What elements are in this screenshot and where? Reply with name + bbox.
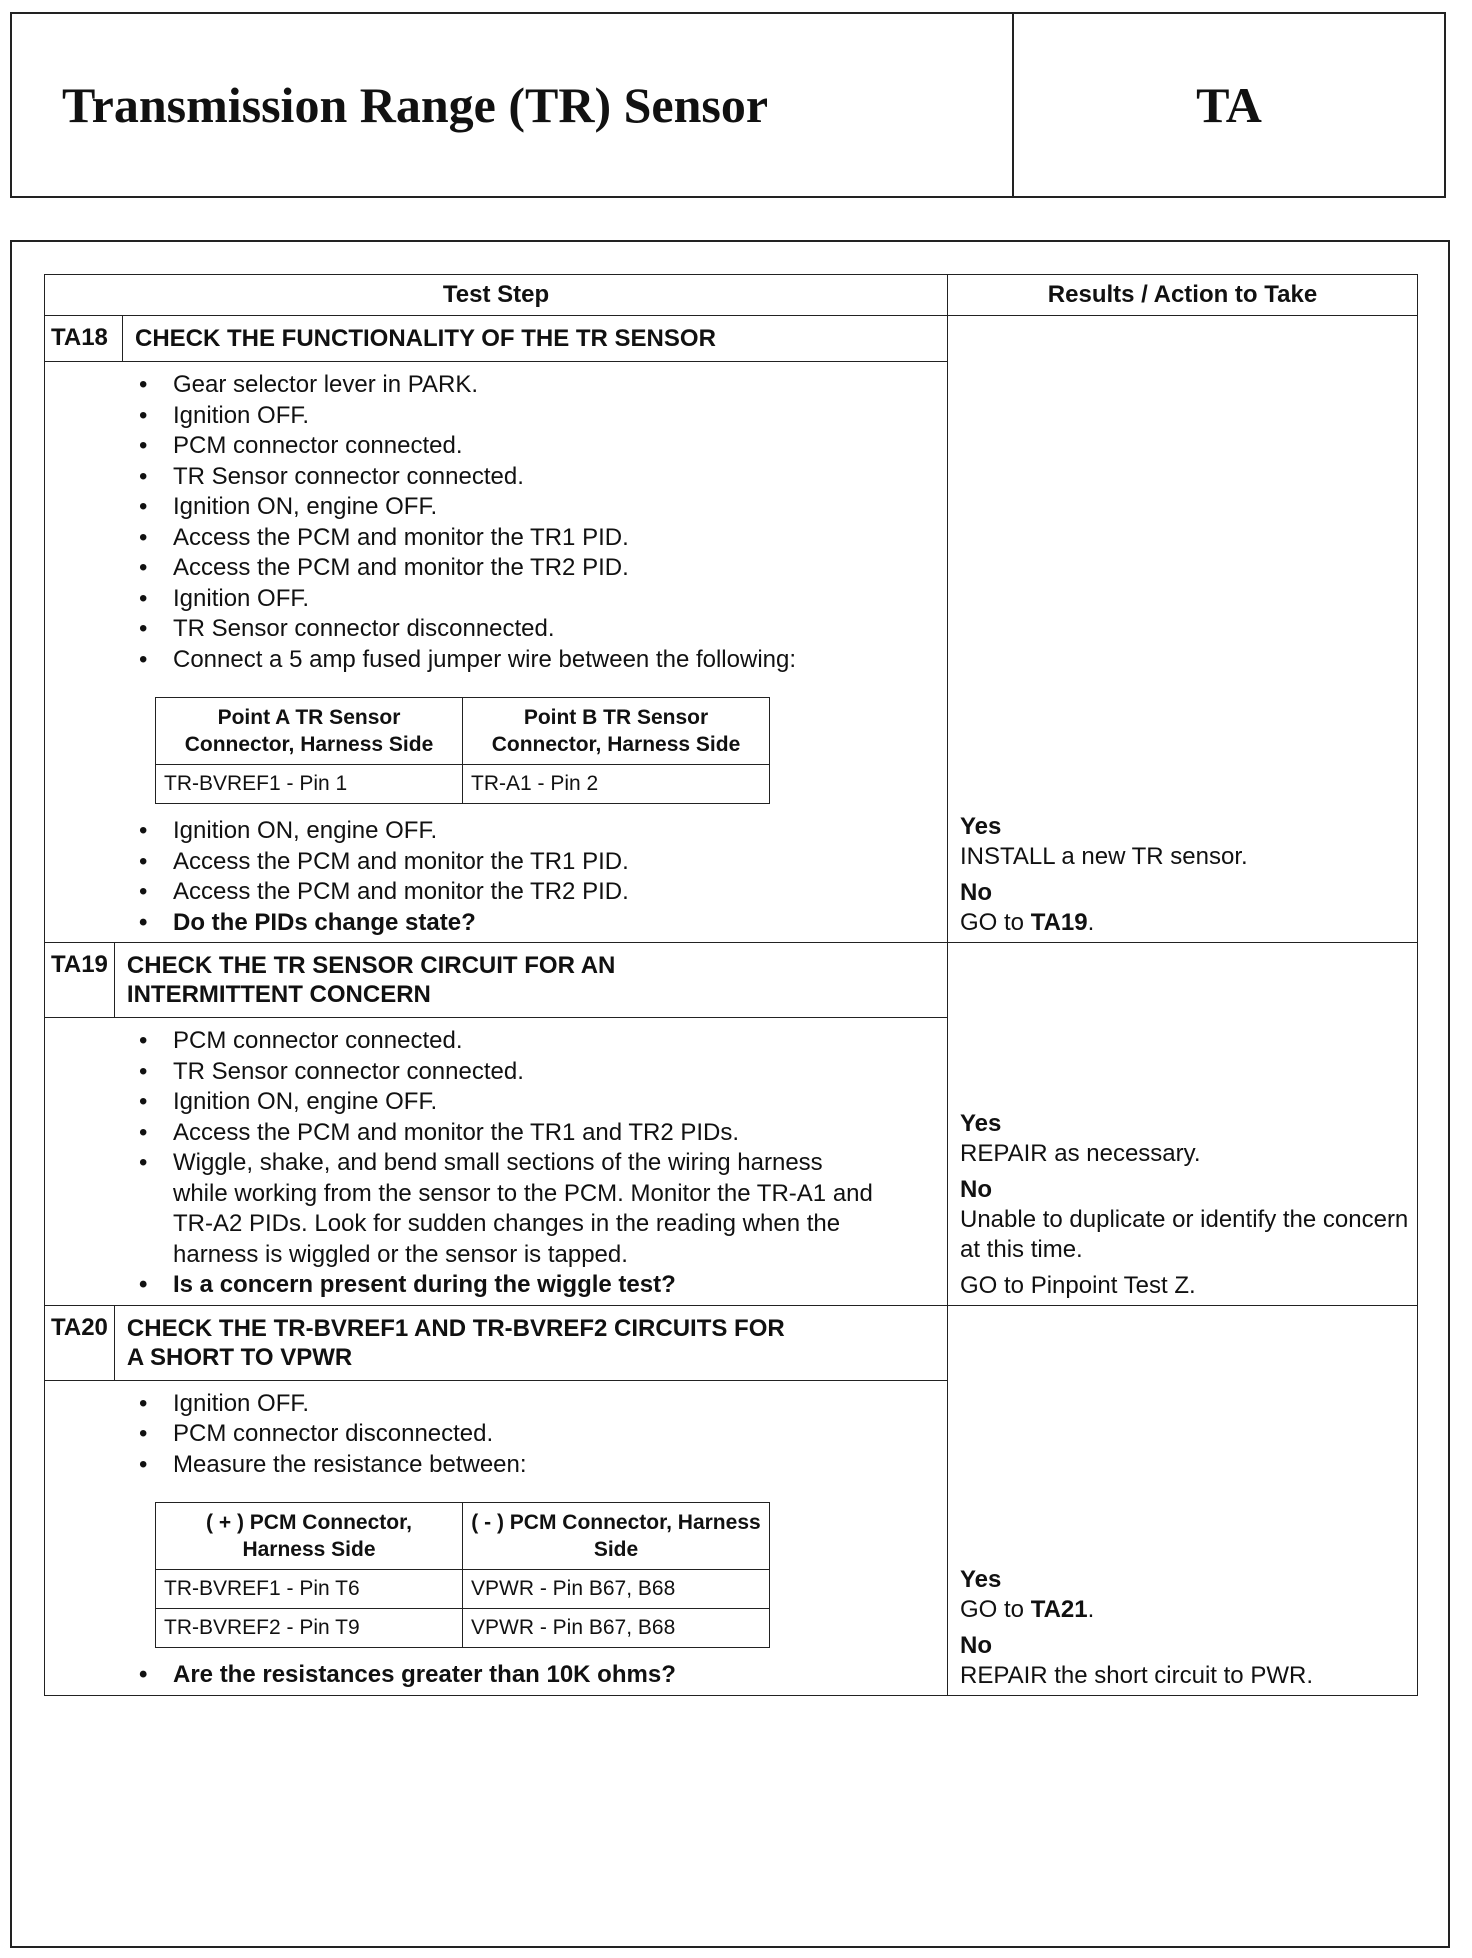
table-header-cell: ( + ) PCM Connector, Harness Side [156,1503,463,1570]
step-header [45,1306,947,1381]
instruction-item: • Wiggle, shake, and bend small sections of the wiring harness while working from the sensor to the PCM. Monitor the TR-A1 and TR-A2 PIDs. Look for sudden changes in the reading when the harness is wiggled or the sensor is tapped. [135,1148,937,1270]
step-reference: TA19 [1030,909,1088,936]
instruction-item: • Ignition OFF. [135,1389,937,1420]
step-title: CHECK THE FUNCTIONALITY OF THE TR SENSOR [135,325,716,352]
step-row-ta18 [45,316,1418,943]
table-header-cell: Point B TR Sensor Connector, Harness Side [463,698,770,765]
results-cell [948,943,1418,1306]
section-code: TA [1196,77,1262,133]
test-step-column-header: Test Step [45,275,948,316]
table-cell: TR-BVREF1 - Pin 1 [156,765,463,804]
step-cell [45,1305,948,1695]
instruction-item: • Measure the resistance between: [135,1450,937,1481]
step-body [45,1381,947,1695]
step-body [45,1018,947,1305]
instruction-item: • PCM connector connected. [135,1026,937,1057]
step-question: • Are the resistances greater than 10K ohms? [135,1660,937,1691]
instruction-item: • Connect a 5 amp fused jumper wire between the following: [135,645,937,676]
table-header-row [45,275,1418,316]
step-instructions-after [135,816,937,938]
step-code: TA18 [45,316,123,361]
step-code: TA20 [45,1306,115,1380]
yes-label: Yes [960,1109,1002,1137]
instruction-item: • Ignition OFF. [135,584,937,615]
instruction-item: • TR Sensor connector connected. [135,462,937,493]
no-action: Unable to duplicate or identify the concern at this time. [960,1205,1409,1263]
page-header [10,12,1446,198]
step-cell [45,943,948,1306]
test-step-table [44,274,1418,1696]
yes-action: REPAIR as necessary. [960,1139,1201,1167]
step-row-ta19 [45,943,1418,1306]
resistance-table [155,1502,770,1648]
results-block [960,1565,1409,1691]
instruction-item: • Access the PCM and monitor the TR2 PID. [135,553,937,584]
step-instructions [135,1389,937,1481]
step-title: CHECK THE TR SENSOR CIRCUIT FOR AN INTERMITTENT CONCERN [126,952,616,1008]
results-column-header: Results / Action to Take [948,275,1418,316]
jumper-table [155,697,770,804]
instruction-item: • Ignition ON, engine OFF. [135,1087,937,1118]
instruction-item: • Gear selector lever in PARK. [135,370,937,401]
instruction-item: • Ignition ON, engine OFF. [135,816,937,847]
table-header-cell: Point A TR Sensor Connector, Harness Side [156,698,463,765]
yes-label: Yes [960,813,1002,840]
no-label: No [960,1175,992,1203]
step-code: TA19 [45,943,115,1017]
step-reference: TA21 [1030,1595,1088,1623]
table-header-cell: ( - ) PCM Connector, Harness Side [463,1503,770,1570]
table-row [156,1570,770,1609]
no-label: No [960,1631,992,1659]
table-cell: TR-A1 - Pin 2 [463,765,770,804]
instruction-item: • Access the PCM and monitor the TR2 PID. [135,877,937,908]
step-row-ta20 [45,1305,1418,1695]
instruction-item: • PCM connector connected. [135,431,937,462]
instruction-item: • TR Sensor connector connected. [135,1057,937,1088]
instruction-item: • Ignition OFF. [135,401,937,432]
step-instructions [135,370,937,675]
no-label: No [960,879,992,906]
step-cell [45,316,948,943]
instruction-item: • Access the PCM and monitor the TR1 PID. [135,847,937,878]
table-row [156,1609,770,1648]
table-row [156,765,770,804]
results-cell [948,316,1418,943]
results-block [960,1109,1409,1301]
step-header [45,316,947,362]
instruction-item: • Access the PCM and monitor the TR1 and TR2 PIDs. [135,1118,937,1149]
table-cell: TR-BVREF2 - Pin T9 [156,1609,463,1648]
step-header [45,943,947,1018]
step-instructions [135,1026,937,1301]
step-question: • Do the PIDs change state? [135,908,937,939]
step-question-list [135,1660,937,1691]
no-action-goto: GO to Pinpoint Test Z. [960,1271,1196,1299]
instruction-item: • TR Sensor connector disconnected. [135,614,937,645]
page-title: Transmission Range (TR) Sensor [12,14,1014,196]
step-body [45,362,947,942]
instruction-item: • PCM connector disconnected. [135,1419,937,1450]
table-cell: VPWR - Pin B67, B68 [463,1609,770,1648]
no-action: GO to TA19. [960,909,1095,936]
instruction-item: • Ignition ON, engine OFF. [135,492,937,523]
instruction-item: • Access the PCM and monitor the TR1 PID. [135,523,937,554]
results-block [960,812,1409,938]
yes-action: GO to TA21. [960,1595,1095,1623]
results-cell [948,1305,1418,1695]
step-question: • Is a concern present during the wiggle test? [135,1270,937,1301]
table-cell: TR-BVREF1 - Pin T6 [156,1570,463,1609]
content-frame [10,240,1450,1948]
yes-action: INSTALL a new TR sensor. [960,843,1248,870]
table-cell: VPWR - Pin B67, B68 [463,1570,770,1609]
no-action: REPAIR the short circuit to PWR. [960,1661,1313,1689]
yes-label: Yes [960,1565,1002,1593]
step-title: CHECK THE TR-BVREF1 AND TR-BVREF2 CIRCUITS FOR A SHORT TO VPWR [126,1314,785,1371]
